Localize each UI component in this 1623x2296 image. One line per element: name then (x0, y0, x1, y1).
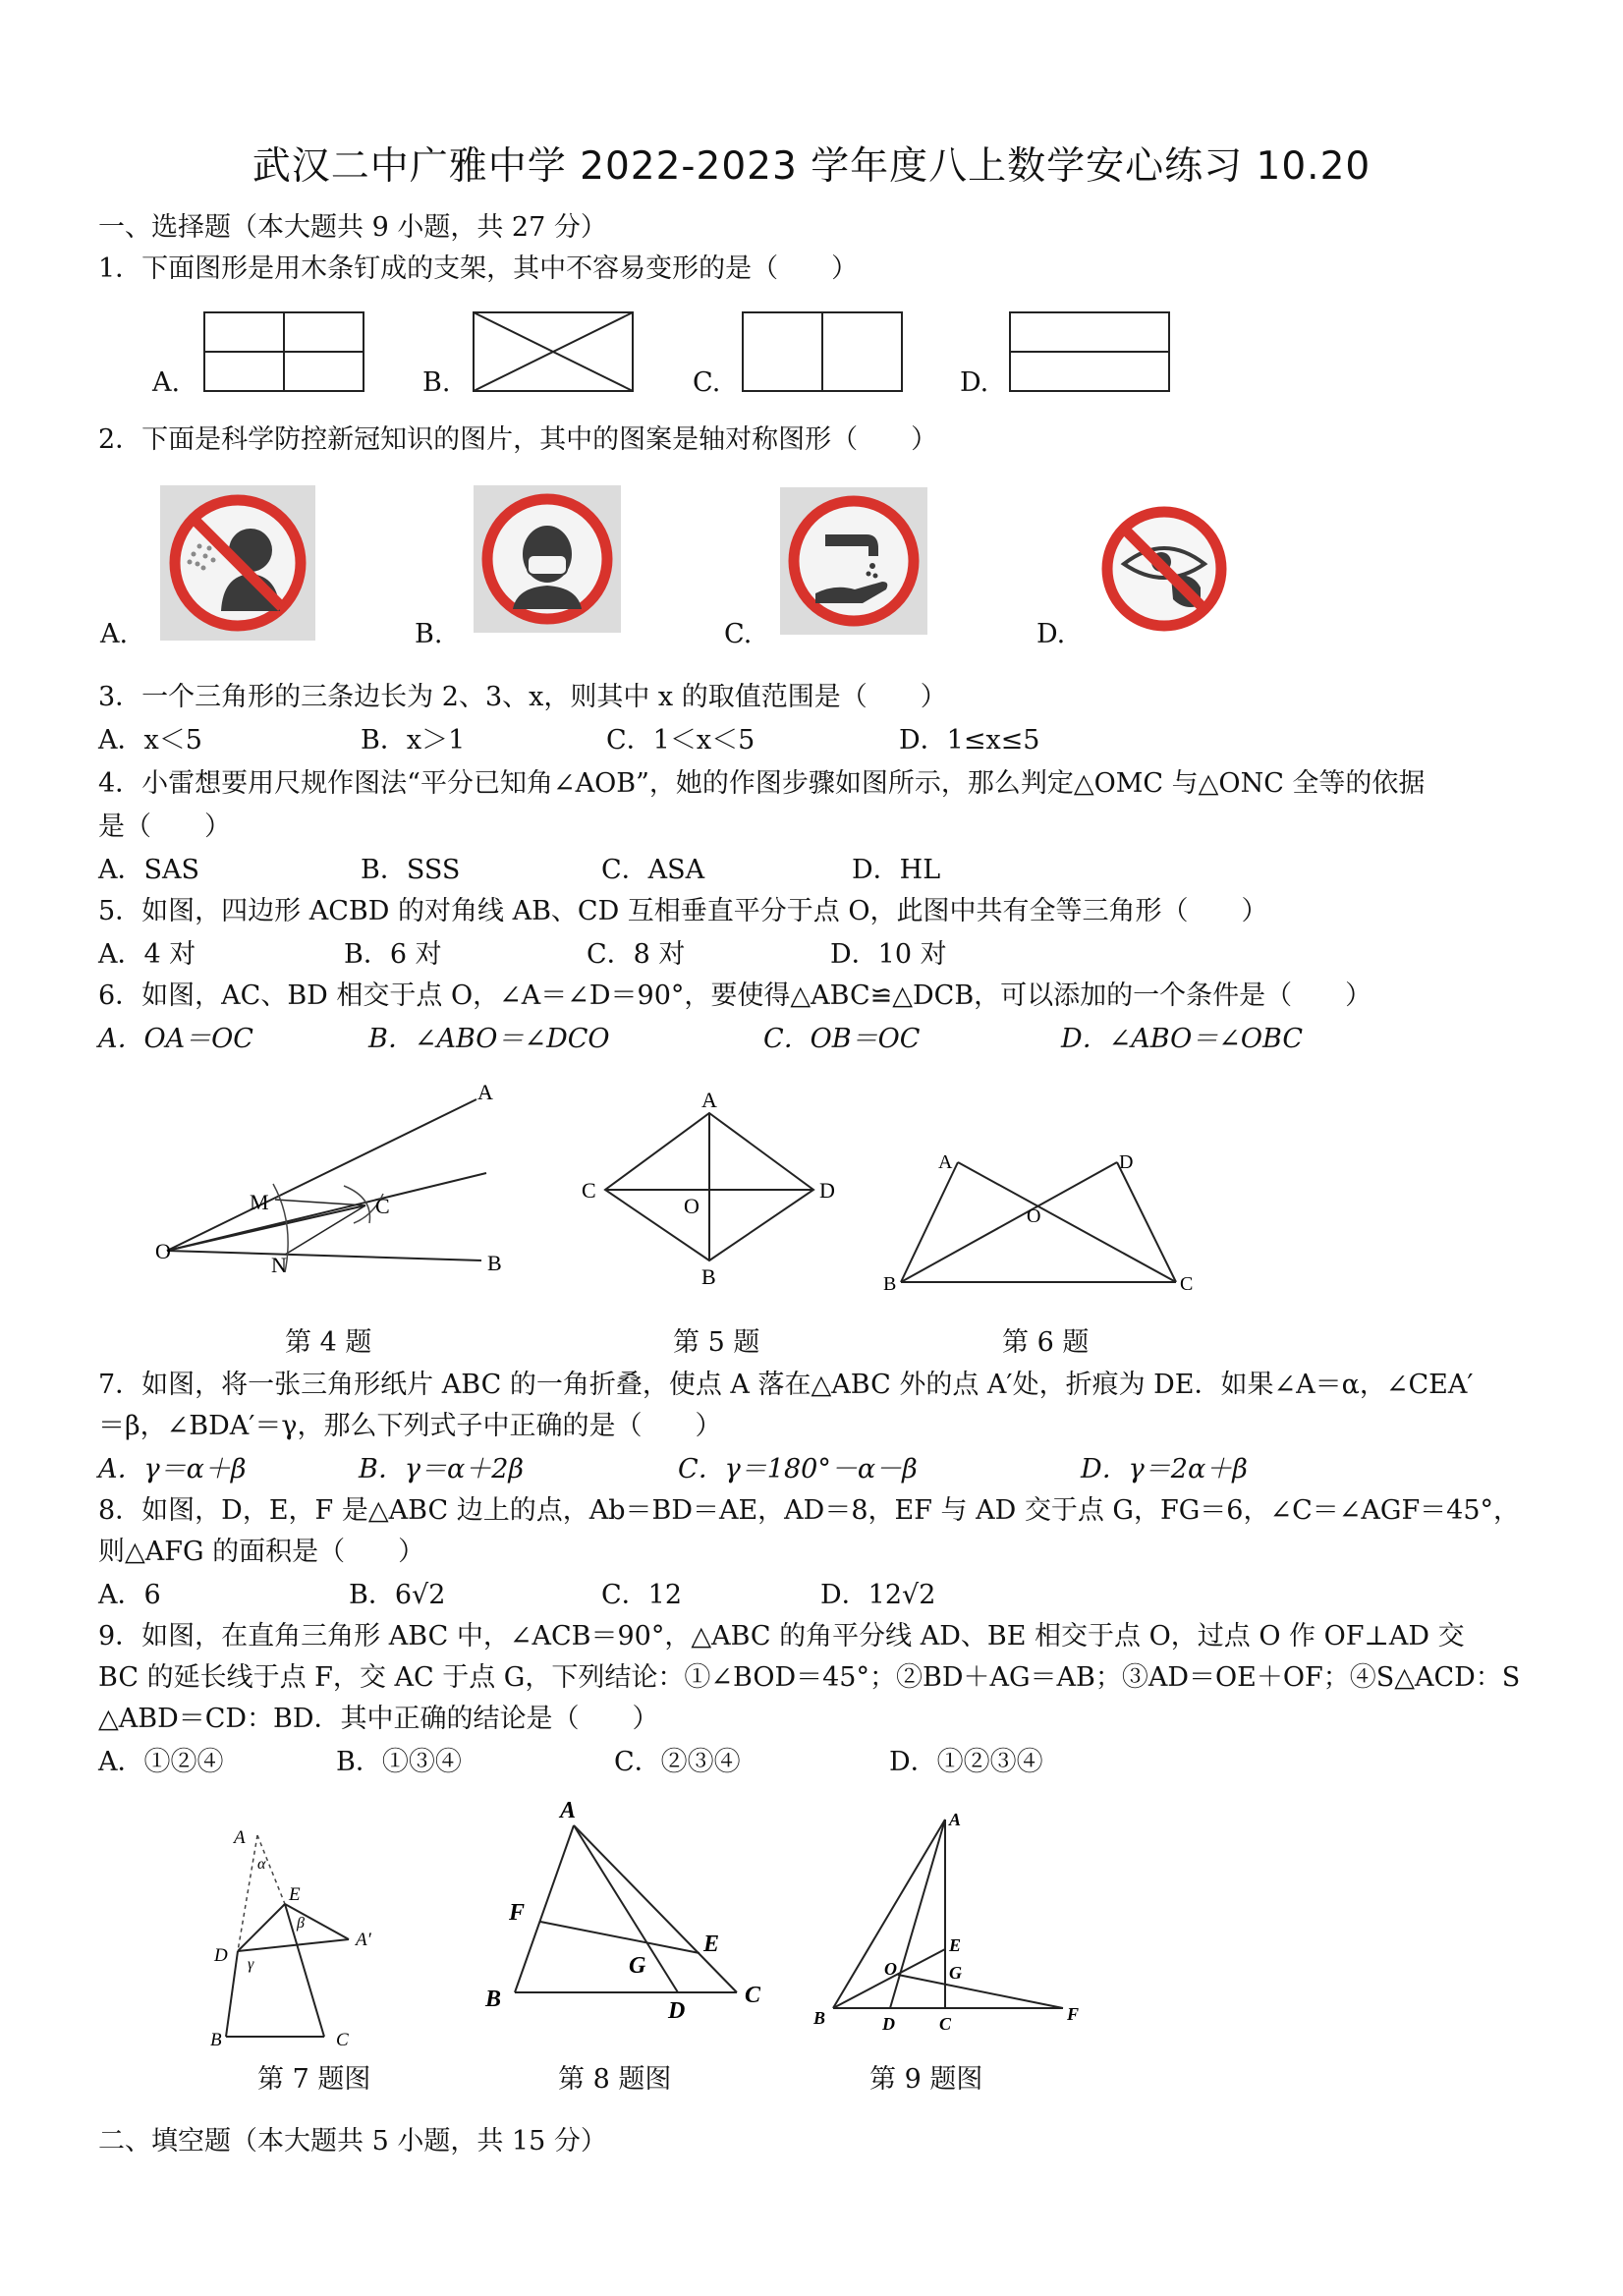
q9-option-d: D．①②③④ (889, 1747, 1043, 1777)
q7-option-b: B．γ＝α＋2β (359, 1454, 524, 1484)
no-spray-sign-icon (160, 485, 315, 641)
fig9-label-f: F (1067, 2004, 1080, 2024)
q1-option-d: D. (960, 367, 989, 398)
q7-stem-line1: 7．如图，将一张三角形纸片 ABC 的一角折叠，使点 A 落在△ABC 外的点 A′处，折痕为 DE．如果∠A＝α，∠CEA′ (98, 1370, 1474, 1400)
fig6-label-d: D (1119, 1151, 1134, 1173)
caption-fig6: 第 6 题 (1002, 1327, 1090, 1358)
q3-option-c: C．1＜x＜5 (606, 725, 756, 756)
q1-option-c: C. (693, 367, 721, 398)
q3-stem: 3．一个三角形的三条边长为 2、3、x，则其中 x 的取值范围是（ ） (98, 682, 947, 712)
q3-option-d: D．1≤x≤5 (899, 725, 1040, 756)
fig5-label-c: C (582, 1178, 596, 1203)
fig8-label-d: D (668, 1998, 686, 2024)
q4-stem-line1: 4．小雷想要用尺规作图法“平分已知角∠AOB”，她的作图步骤如图所示，那么判定△OMC 与△ONC 全等的依据 (98, 768, 1426, 799)
q1-figure-c (735, 308, 912, 395)
fig4-label-m: M (250, 1190, 269, 1214)
fig5-label-a: A (701, 1088, 717, 1112)
q5-option-b: B．6 对 (344, 939, 442, 970)
mask-sign-icon (474, 485, 621, 633)
q8-option-c: C．12 (601, 1580, 683, 1610)
fig6-label-b: B (883, 1273, 897, 1295)
q6-option-d: D．∠ABO＝∠OBC (1061, 1024, 1304, 1054)
q6-stem: 6．如图，AC、BD 相交于点 O，∠A＝∠D＝90°，要使得△ABC≌△DCB，可以添加的一个条件是（ ） (98, 980, 1372, 1011)
q6-option-a: A．OA＝OC (98, 1024, 253, 1054)
fig9-label-a: A (949, 1810, 962, 1829)
q5-option-d: D．10 对 (830, 939, 947, 970)
figure-q4 (147, 1076, 540, 1312)
q2-option-d: D. (1036, 619, 1066, 649)
fig6-label-a: A (938, 1151, 953, 1173)
fig5-label-b: B (701, 1264, 716, 1289)
section-heading-choice: 一、选择题（本大题共 9 小题，共 27 分） (98, 212, 607, 243)
fig7-label-a-prime: A′ (356, 1930, 371, 1950)
q9-stem-line3: △ABD＝CD：BD．其中正确的结论是（ ） (98, 1704, 659, 1734)
q3-option-a: A．x＜5 (98, 725, 202, 756)
q8-stem-line1: 8．如图，D，E，F 是△ABC 边上的点，Ab＝BD＝AE，AD＝8，EF 与 AD 交于点 G，FG＝6，∠C＝∠AGF＝45°， (98, 1495, 1521, 1526)
q9-stem-line2: BC 的延长线于点 F，交 AC 于点 G，下列结论：①∠BOD＝45°；②BD＋AG＝AB；③AD＝OE＋OF；④S△ACD：S (98, 1662, 1521, 1693)
fig4-label-c: C (375, 1194, 390, 1218)
fig4-label-n: N (271, 1253, 287, 1277)
q1-stem: 1．下面图形是用木条钉成的支架，其中不容易变形的是（ ） (98, 253, 859, 284)
caption-fig4: 第 4 题 (285, 1327, 372, 1358)
handwash-sign-icon (780, 487, 927, 635)
q1-figure-d (1002, 308, 1179, 395)
q2-stem: 2．下面是科学防控新冠知识的图片，其中的图案是轴对称图形（ ） (98, 424, 938, 455)
figure-q8 (472, 1796, 786, 2042)
q5-stem: 5．如图，四边形 ACBD 的对角线 AB、CD 互相垂直平分于点 O，此图中共有全等三角形（ ） (98, 896, 1268, 926)
q6-option-c: C．OB＝OC (763, 1024, 921, 1054)
fig8-label-e: E (703, 1932, 720, 1957)
fig4-label-b: B (487, 1251, 502, 1275)
fig4-label-a: A (477, 1080, 493, 1104)
fig8-label-g: G (629, 1953, 646, 1979)
q2-option-b: B. (415, 619, 443, 649)
q4-option-c: C．ASA (601, 855, 705, 885)
fig9-label-e: E (949, 1935, 962, 1955)
q8-option-b: B．6√2 (349, 1580, 446, 1610)
q7-option-d: D．γ＝2α＋β (1081, 1454, 1248, 1484)
fig9-label-g: G (949, 1963, 962, 1983)
fig7-label-e: E (289, 1884, 301, 1905)
fig7-label-c: C (336, 2030, 349, 2050)
fig6-label-c: C (1180, 1273, 1194, 1295)
q9-option-c: C．②③④ (614, 1747, 741, 1777)
figure-q9 (806, 1808, 1100, 2044)
q1-figure-a (196, 308, 373, 395)
q9-stem-line1: 9．如图，在直角三角形 ABC 中，∠ACB＝90°，△ABC 的角平分线 AD、BE 相交于点 O，过点 O 作 OF⊥AD 交 (98, 1621, 1465, 1652)
fig5-label-o: O (684, 1194, 700, 1218)
q2-option-a: A. (100, 619, 129, 649)
q7-option-c: C．γ＝180°－α－β (678, 1454, 918, 1484)
no-touch-eyes-sign-icon (1098, 503, 1230, 635)
fig8-label-c: C (745, 1983, 761, 2008)
q7-option-a: A．γ＝α＋β (98, 1454, 247, 1484)
q4-option-b: B．SSS (361, 855, 461, 885)
fig7-label-alpha: α (257, 1856, 266, 1873)
fig8-label-a: A (560, 1798, 577, 1823)
q1-option-b: B. (422, 367, 451, 398)
figure-q5 (570, 1086, 845, 1302)
section-heading-fill-in: 二、填空题（本大题共 5 小题，共 15 分） (98, 2126, 607, 2156)
fig7-label-b: B (210, 2030, 222, 2050)
fig9-label-o: O (884, 1959, 897, 1979)
q1-option-a: A. (152, 367, 181, 398)
q4-option-a: A．SAS (98, 855, 199, 885)
q6-option-b: B．∠ABO＝∠DCO (368, 1024, 610, 1054)
figure-q6 (879, 1145, 1203, 1302)
fig5-label-d: D (819, 1178, 835, 1203)
fig7-label-a: A (234, 1827, 246, 1848)
fig7-label-gamma: γ (248, 1956, 254, 1973)
q5-option-c: C．8 对 (587, 939, 686, 970)
q9-option-b: B．①③④ (336, 1747, 462, 1777)
fig9-label-d: D (882, 2014, 895, 2034)
figure-q7 (196, 1825, 403, 2051)
caption-fig9: 第 9 题图 (869, 2064, 983, 2095)
fig8-label-f: F (509, 1900, 526, 1926)
page-title: 武汉二中广雅中学 2022-2023 学年度八上数学安心练习 10.20 (252, 144, 1371, 189)
q9-option-a: A．①②④ (98, 1747, 224, 1777)
fig6-label-o: O (1027, 1205, 1041, 1227)
q8-option-a: A．6 (98, 1580, 161, 1610)
caption-fig5: 第 5 题 (673, 1327, 760, 1358)
fig4-label-o: O (155, 1239, 171, 1263)
fig8-label-b: B (485, 1987, 502, 2012)
q3-option-b: B．x＞1 (361, 725, 466, 756)
fig7-label-beta: β (297, 1915, 305, 1932)
q7-stem-line2: ＝β，∠BDA′＝γ，那么下列式子中正确的是（ ） (98, 1411, 722, 1441)
q5-option-a: A．4 对 (98, 939, 196, 970)
caption-fig8: 第 8 题图 (558, 2064, 672, 2095)
q8-option-d: D．12√2 (820, 1580, 936, 1610)
caption-fig7: 第 7 题图 (257, 2064, 371, 2095)
q4-option-d: D．HL (852, 855, 941, 885)
fig9-label-c: C (939, 2014, 952, 2034)
q4-stem-line2: 是（ ） (98, 812, 231, 842)
q1-figure-b (466, 308, 643, 395)
fig9-label-b: B (813, 2008, 826, 2028)
q2-option-c: C. (724, 619, 753, 649)
fig7-label-d: D (214, 1945, 228, 1966)
q8-stem-line2: 则△AFG 的面积是（ ） (98, 1537, 425, 1567)
